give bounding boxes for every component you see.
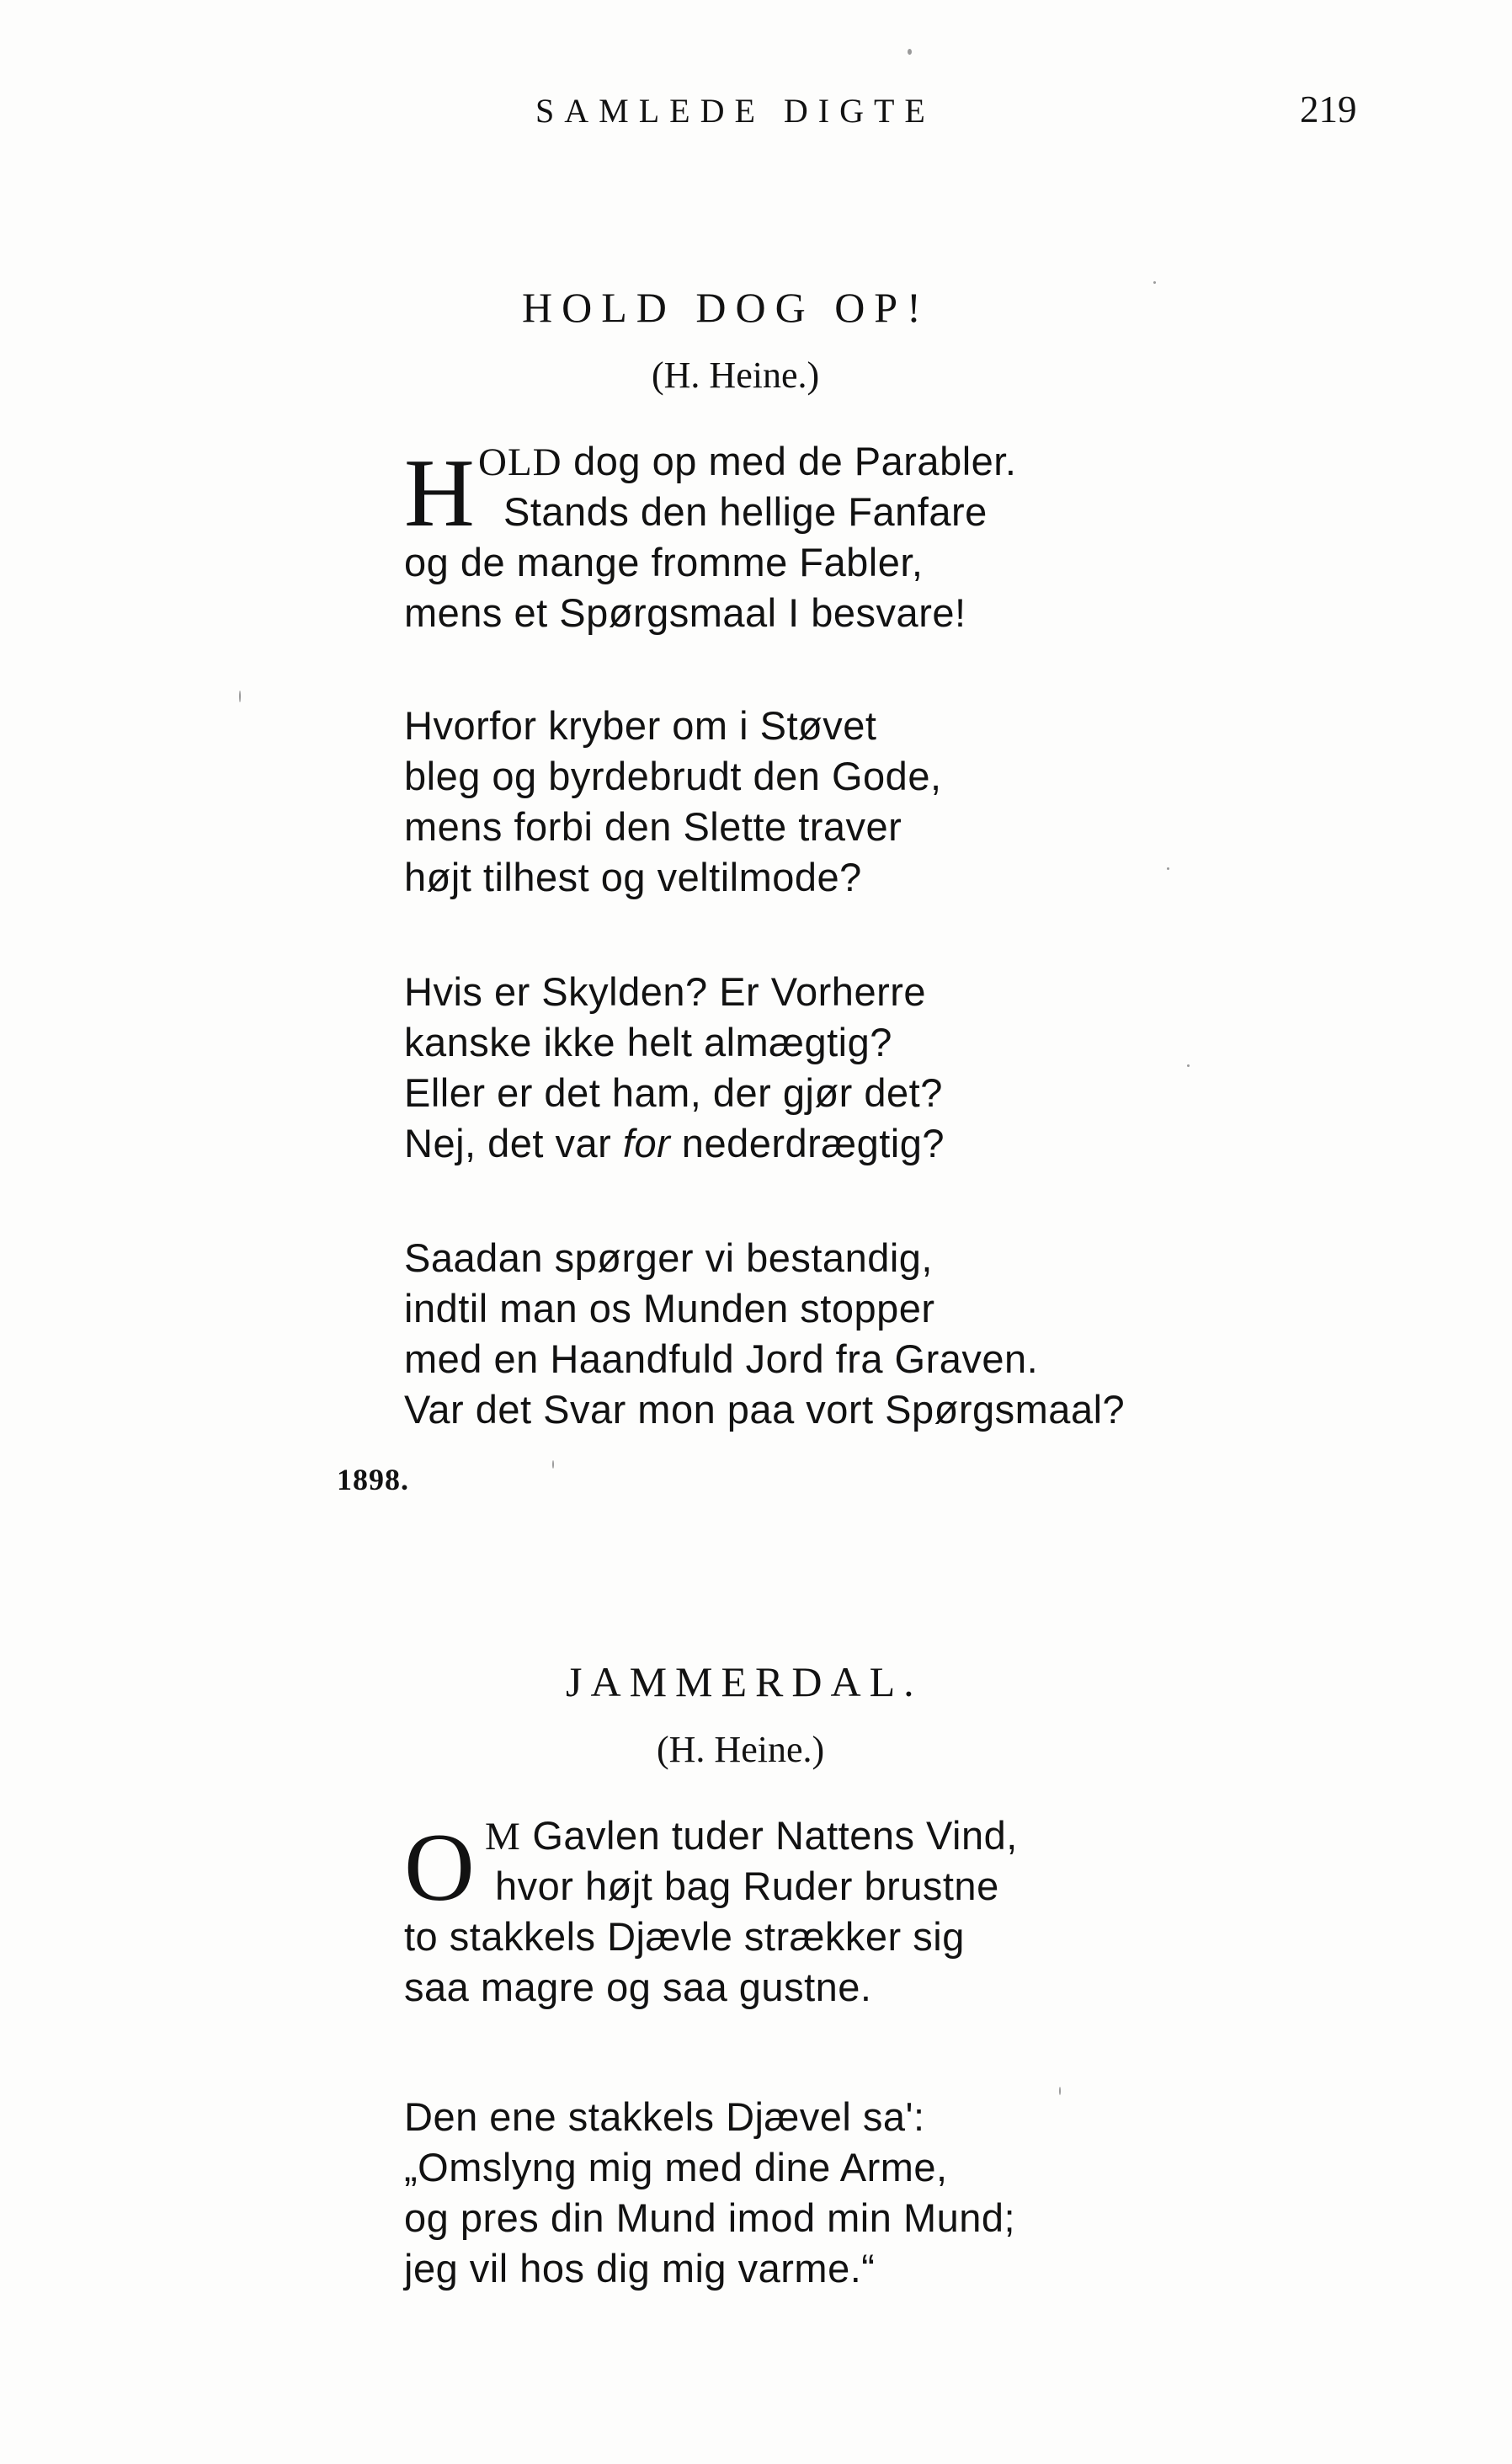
poem-line xyxy=(485,1812,1018,1859)
poem-line: Var det Svar mon paa vort Spørgsmaal? xyxy=(404,1387,1126,1432)
first-line-rest: dog op med de Parabler. xyxy=(573,439,1017,483)
poem-year: 1898. xyxy=(337,1463,409,1496)
drop-cap: H xyxy=(404,440,475,547)
poem-line: og pres din Mund imod min Mund; xyxy=(404,2195,1016,2240)
poem-line: kanske ikke helt almægtig? xyxy=(404,1020,892,1064)
poem-line: mens forbi den Slette traver xyxy=(404,804,902,849)
scan-speck xyxy=(1167,867,1169,870)
scan-speck xyxy=(239,691,241,702)
poem-attribution: (H. Heine.) xyxy=(652,355,820,396)
poem-attribution: (H. Heine.) xyxy=(657,1729,825,1770)
poem-line xyxy=(404,1120,945,1166)
poem-line: Stands den hellige Fanfare xyxy=(503,489,988,534)
scan-speck xyxy=(1153,281,1156,284)
poem-line: hvor højt bag Ruder brustne xyxy=(495,1864,999,1908)
poem-line: Hvorfor kryber om i Støvet xyxy=(404,703,877,748)
first-line-rest: Gavlen tuder Nattens Vind, xyxy=(532,1813,1018,1858)
line-part: nederdrægtig? xyxy=(670,1121,945,1165)
scan-speck xyxy=(552,1460,554,1469)
poem-line: indtil man os Munden stopper xyxy=(404,1286,935,1331)
poem-line: højt tilhest og veltilmode? xyxy=(404,855,862,899)
poem-line: og de mange fromme Fabler, xyxy=(404,540,924,584)
drop-cap: O xyxy=(404,1814,475,1922)
poem-line: Saadan spørger vi bestandig, xyxy=(404,1235,933,1280)
poem-line: to stakkels Djævle strækker sig xyxy=(404,1914,965,1959)
poem-line: Hvis er Skylden? Er Vorherre xyxy=(404,969,927,1014)
poem-line: med en Haandfuld Jord fra Graven. xyxy=(404,1336,1039,1381)
poem-line: bleg og byrdebrudt den Gode, xyxy=(404,754,942,798)
first-word-rest: OLD xyxy=(478,440,562,484)
poem-line xyxy=(478,438,1016,485)
page-number: 219 xyxy=(1300,88,1357,131)
scan-speck xyxy=(1187,1064,1190,1067)
poem-line: „Omslyng mig med dine Arme, xyxy=(404,2145,948,2189)
poem-line: Den ene stakkels Djævel sa': xyxy=(404,2094,925,2139)
poem-line: mens et Spørgsmaal I besvare! xyxy=(404,590,966,635)
poem-title-hold-dog-op: HOLD DOG OP! xyxy=(522,284,930,331)
scan-speck xyxy=(1059,2087,1061,2095)
page-header xyxy=(0,88,1512,141)
emphasized-word: for xyxy=(622,1121,671,1165)
running-title: SAMLEDE DIGTE xyxy=(535,92,935,130)
scan-speck xyxy=(908,49,912,55)
line-part: Nej, det var xyxy=(404,1121,623,1165)
poem-title-jammerdal: JAMMERDAL. xyxy=(566,1658,923,1705)
poem-line: Eller er det ham, der gjør det? xyxy=(404,1070,943,1115)
poem-line: saa magre og saa gustne. xyxy=(404,1965,872,2009)
first-word-rest: M xyxy=(485,1815,521,1859)
poem-line: jeg vil hos dig mig varme.“ xyxy=(404,2246,876,2291)
